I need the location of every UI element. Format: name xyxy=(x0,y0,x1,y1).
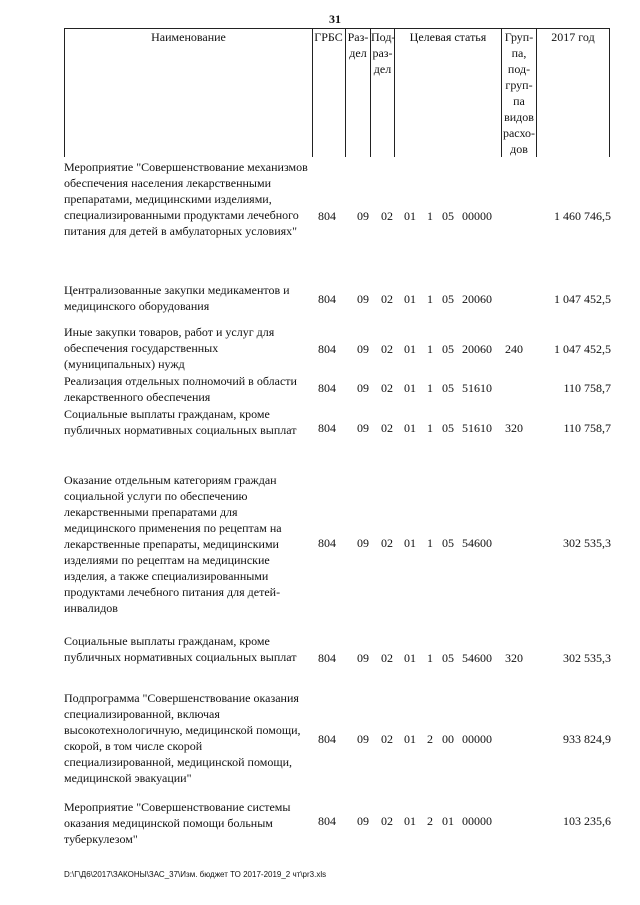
header-group-line: видов xyxy=(504,110,534,124)
header-group-line: дов xyxy=(510,142,528,156)
row-target-program: 01 xyxy=(404,732,416,746)
row-expense-type: 320 xyxy=(505,421,523,435)
header-group-line: под- xyxy=(507,62,531,76)
row-target-subprogram: 1 xyxy=(427,536,433,550)
header-group-line: па xyxy=(513,94,525,108)
header-group-line: Груп- xyxy=(504,30,534,44)
row-target-code: 20060 xyxy=(462,292,492,306)
header-podrazdel-line: раз- xyxy=(372,46,393,60)
row-amount: 1 047 452,5 xyxy=(554,342,611,356)
row-name: Мероприятие "Совершенствование системы оказания медицинской помощи больным туберкулезом" xyxy=(64,800,291,846)
row-target-event: 05 xyxy=(442,536,454,550)
header-target xyxy=(395,29,502,157)
row-target-event: 05 xyxy=(442,292,454,306)
row-podrazdel: 02 xyxy=(381,732,393,746)
row-amount: 933 824,9 xyxy=(563,732,611,746)
row-expense-type: 320 xyxy=(505,651,523,665)
header-name-label: Наименование xyxy=(151,30,226,44)
header-razdel-line: дел xyxy=(349,46,367,60)
page-number: 31 xyxy=(329,12,341,26)
row-target-program: 01 xyxy=(404,292,416,306)
row-target-program: 01 xyxy=(404,381,416,395)
header-podrazdel-line: дел xyxy=(373,62,392,76)
row-target-code: 00000 xyxy=(462,209,492,223)
row-razdel: 09 xyxy=(357,292,369,306)
row-grbs: 804 xyxy=(318,814,336,828)
row-razdel: 09 xyxy=(357,342,369,356)
row-target-code: 20060 xyxy=(462,342,492,356)
row-target-subprogram: 1 xyxy=(427,421,433,435)
row-podrazdel: 02 xyxy=(381,651,393,665)
row-amount: 110 758,7 xyxy=(563,421,611,435)
row-grbs: 804 xyxy=(318,342,336,356)
row-target-subprogram: 1 xyxy=(427,292,433,306)
row-name: Социальные выплаты гражданам, кроме публичных нормативных социальных выплат xyxy=(64,407,297,437)
row-target-event: 05 xyxy=(442,209,454,223)
row-target-program: 01 xyxy=(404,342,416,356)
row-target-code: 51610 xyxy=(462,381,492,395)
row-target-event: 05 xyxy=(442,421,454,435)
row-podrazdel: 02 xyxy=(381,814,393,828)
header-group-line: груп- xyxy=(505,78,533,92)
header-razdel xyxy=(346,29,371,157)
row-target-subprogram: 1 xyxy=(427,209,433,223)
row-podrazdel: 02 xyxy=(381,421,393,435)
row-target-event: 05 xyxy=(442,381,454,395)
row-target-event: 05 xyxy=(442,342,454,356)
row-razdel: 09 xyxy=(357,536,369,550)
header-razdel-line: Раз- xyxy=(347,30,369,44)
row-target-event: 05 xyxy=(442,651,454,665)
header-podrazdel-line: Под- xyxy=(371,30,396,44)
row-razdel: 09 xyxy=(357,814,369,828)
row-target-event: 01 xyxy=(442,814,454,828)
row-target-program: 01 xyxy=(404,421,416,435)
row-grbs: 804 xyxy=(318,292,336,306)
header-group-line: расхо- xyxy=(502,126,536,140)
row-expense-type: 240 xyxy=(505,342,523,356)
file-path-footer: D:\Г\Д6\2017\ЗАКОНЫ\ЗАС_37\Изм. бюджет ТО 2017-2019_2 чт\pr3.xls xyxy=(64,870,327,879)
header-target-label: Целевая статья xyxy=(409,30,487,44)
row-razdel: 09 xyxy=(357,209,369,223)
row-grbs: 804 xyxy=(318,536,336,550)
row-razdel: 09 xyxy=(357,651,369,665)
row-razdel: 09 xyxy=(357,381,369,395)
row-target-program: 01 xyxy=(404,536,416,550)
table-header xyxy=(64,28,610,157)
header-year xyxy=(537,29,610,157)
row-target-event: 00 xyxy=(442,732,454,746)
row-name: Реализация отдельных полномочий в области лекарственного обеспечения xyxy=(64,374,297,404)
row-podrazdel: 02 xyxy=(381,536,393,550)
header-podrazdel xyxy=(371,29,395,157)
row-amount: 110 758,7 xyxy=(563,381,611,395)
row-razdel: 09 xyxy=(357,732,369,746)
row-grbs: 804 xyxy=(318,732,336,746)
row-target-subprogram: 1 xyxy=(427,651,433,665)
row-amount: 1 460 746,5 xyxy=(554,209,611,223)
row-target-code: 54600 xyxy=(462,651,492,665)
row-target-subprogram: 1 xyxy=(427,381,433,395)
header-grbs xyxy=(312,29,346,157)
row-name: Иные закупки товаров, работ и услуг для обеспечения государственных (муниципальных) нужд xyxy=(64,325,275,371)
row-amount: 302 535,3 xyxy=(563,651,611,665)
row-razdel: 09 xyxy=(357,421,369,435)
row-amount: 302 535,3 xyxy=(563,536,611,550)
header-group xyxy=(502,29,537,157)
header-grbs-label: ГРБС xyxy=(314,30,343,44)
row-target-program: 01 xyxy=(404,651,416,665)
row-target-code: 54600 xyxy=(462,536,492,550)
row-grbs: 804 xyxy=(318,421,336,435)
row-amount: 1 047 452,5 xyxy=(554,292,611,306)
row-target-subprogram: 1 xyxy=(427,342,433,356)
header-group-line: па, xyxy=(511,46,527,60)
row-target-code: 00000 xyxy=(462,814,492,828)
row-grbs: 804 xyxy=(318,651,336,665)
row-name: Подпрограмма "Совершенствование оказания специализированной, включая высокотехнологичную, медицинской помощи, скорой, в том числе скорой специализированной, медицинской помощи, медицинской эвакуации" xyxy=(64,691,301,785)
row-target-code: 00000 xyxy=(462,732,492,746)
row-name: Социальные выплаты гражданам, кроме публичных нормативных социальных выплат xyxy=(64,634,297,664)
row-grbs: 804 xyxy=(318,209,336,223)
row-podrazdel: 02 xyxy=(381,209,393,223)
row-target-code: 51610 xyxy=(462,421,492,435)
row-target-program: 01 xyxy=(404,209,416,223)
row-name: Централизованные закупки медикаментов и медицинского оборудования xyxy=(64,283,290,313)
row-target-program: 01 xyxy=(404,814,416,828)
row-podrazdel: 02 xyxy=(381,381,393,395)
header-name xyxy=(65,29,313,157)
header-year-label: 2017 год xyxy=(551,30,595,44)
row-amount: 103 235,6 xyxy=(563,814,611,828)
row-name: Мероприятие "Совершенствование механизмов обеспечения населения лекарственными препаратами, медицинскими изделиями, специализированными продуктами лечебного питания для детей в амбулаторных условиях" xyxy=(64,160,308,238)
row-podrazdel: 02 xyxy=(381,342,393,356)
row-grbs: 804 xyxy=(318,381,336,395)
row-target-subprogram: 2 xyxy=(427,814,433,828)
row-podrazdel: 02 xyxy=(381,292,393,306)
row-name: Оказание отдельным категориям граждан социальной услуги по обеспечению лекарственными препаратами для медицинского применения по рецептам на лекарственные препараты, медицинскими изделиями по рецептам на медицинские изделия, а также специализированными продуктами лечебного питания для детей-инвалидов xyxy=(64,473,282,615)
row-target-subprogram: 2 xyxy=(427,732,433,746)
